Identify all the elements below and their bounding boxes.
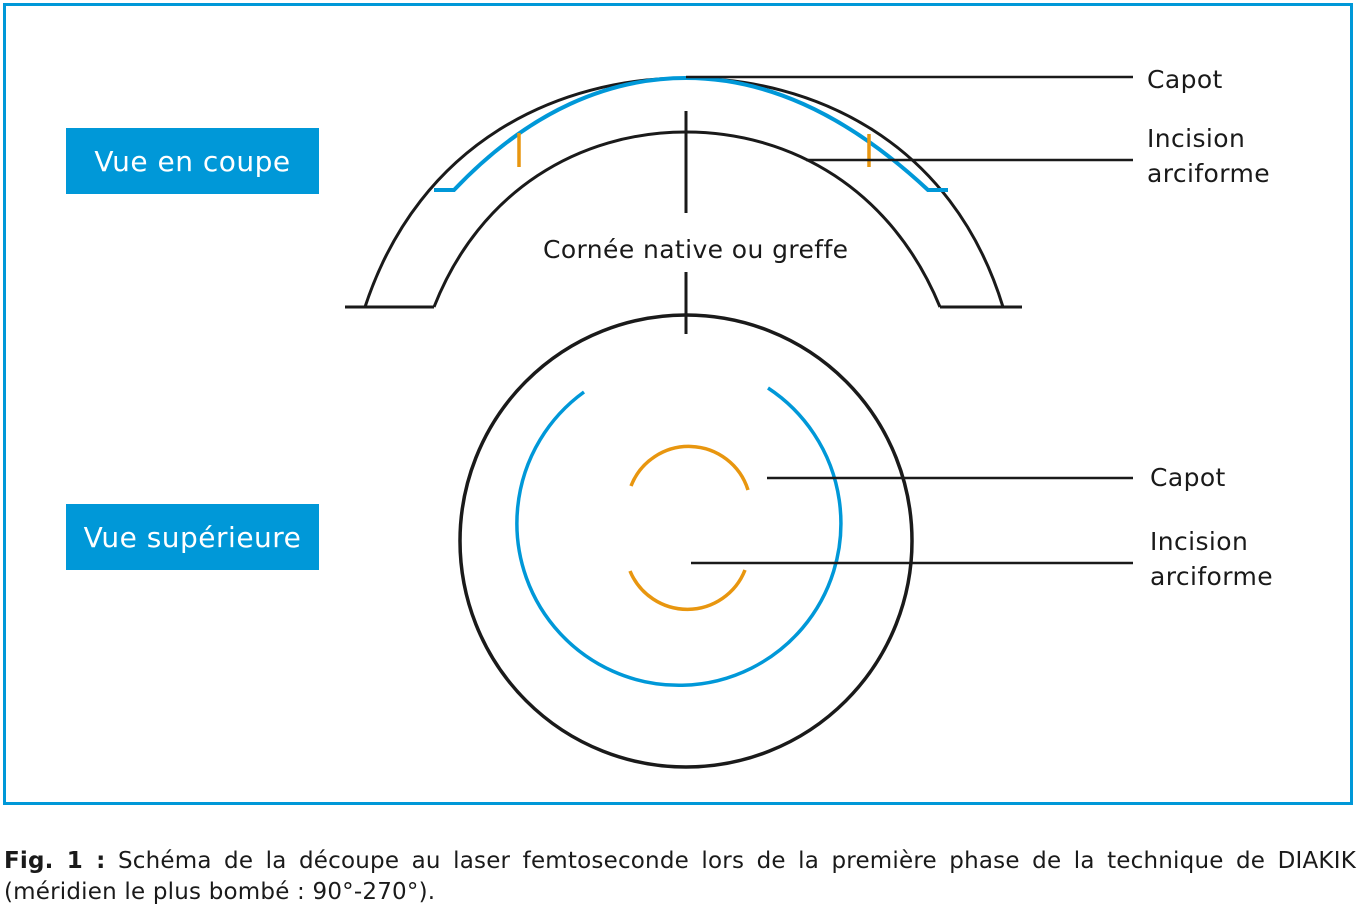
- capot-cut-section: [434, 78, 948, 190]
- capot-label-section: Capot: [1147, 65, 1223, 94]
- caption-text: Schéma de la découpe au laser femtoseconde lors de la première phase de la technique de DIAKIK (méridien le plus bombé : 90°-270°).: [4, 848, 1356, 905]
- section-view-label: Vue en coupe: [66, 128, 319, 194]
- caption-prefix: Fig. 1 :: [4, 848, 106, 874]
- figure-caption: [4, 846, 1356, 908]
- incision-label-top: Incision arciforme: [1150, 527, 1274, 591]
- cornea-label: Cornée native ou greffe: [541, 232, 850, 267]
- incision-top-arc: [631, 446, 748, 490]
- section-view: [345, 77, 1133, 334]
- incision-bottom-arc: [630, 570, 745, 609]
- outer-cornea-circle: [460, 315, 912, 767]
- top-view-label: Vue supérieure: [66, 504, 319, 570]
- capot-label-top: Capot: [1150, 463, 1226, 492]
- outer-cornea-arc: [365, 78, 1003, 307]
- top-view: [460, 315, 1133, 767]
- incision-label-section: Incision arciforme: [1147, 124, 1271, 188]
- capot-cut-top: [517, 388, 841, 685]
